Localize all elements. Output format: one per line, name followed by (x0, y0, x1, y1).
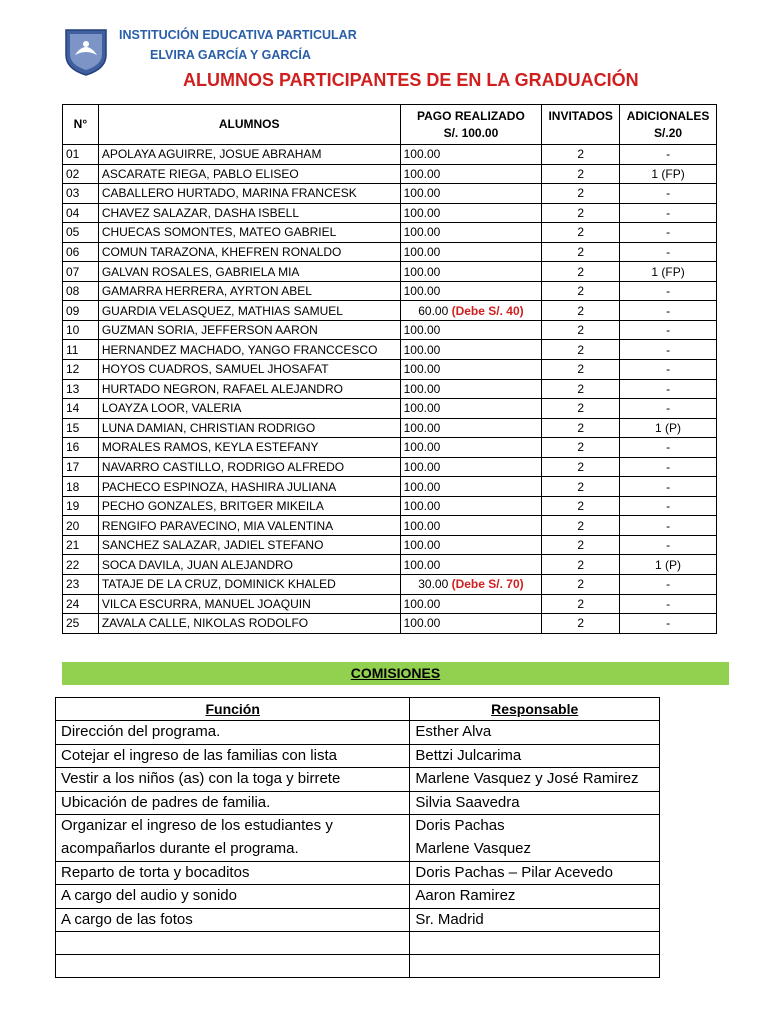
table-row (63, 516, 717, 536)
payment-amount: 100.00 (403, 460, 441, 475)
additional-count: 1 (FP) (620, 164, 717, 184)
table-row (63, 438, 717, 458)
student-number: 08 (63, 281, 99, 301)
payment-amount: 100.00 (403, 323, 441, 338)
additional-count: - (620, 379, 717, 399)
student-name: CHUECAS SOMONTES, MATEO GABRIEL (98, 223, 400, 243)
students-table-body (63, 145, 717, 634)
student-name: LOAYZA LOOR, VALERIA (98, 399, 400, 419)
student-number: 11 (63, 340, 99, 360)
commission-responsible: Sr. Madrid (410, 908, 660, 932)
student-number: 07 (63, 262, 99, 282)
payment-cell (400, 223, 542, 243)
table-row (63, 594, 717, 614)
payment-amount: 100.00 (403, 479, 441, 494)
guests-count: 2 (542, 145, 620, 165)
table-row (63, 477, 717, 497)
commission-responsible: Doris Pachas – Pilar Acevedo (410, 861, 660, 885)
table-row (63, 301, 717, 321)
guests-count: 2 (542, 301, 620, 321)
commission-function: Cotejar el ingreso de las familias con lista (56, 744, 410, 768)
student-number: 25 (63, 614, 99, 634)
table-row (63, 555, 717, 575)
table-row (56, 721, 660, 745)
student-name: RENGIFO PARAVECINO, MIA VALENTINA (98, 516, 400, 536)
payment-amount: 100.00 (403, 420, 441, 435)
table-row (56, 932, 660, 955)
additional-count: 1 (P) (620, 418, 717, 438)
payment-cell (400, 496, 542, 516)
header-responsible: Responsable (410, 698, 660, 721)
table-row (63, 496, 717, 516)
commission-function: A cargo del audio y sonido (56, 885, 410, 909)
header-students: ALUMNOS (98, 105, 400, 145)
table-row (56, 768, 660, 792)
payment-amount: 100.00 (403, 596, 441, 611)
commission-function (56, 932, 410, 955)
table-row (63, 399, 717, 419)
guests-count: 2 (542, 340, 620, 360)
guests-count: 2 (542, 223, 620, 243)
payment-cell (400, 320, 542, 340)
additional-count: 1 (FP) (620, 262, 717, 282)
guests-count: 2 (542, 242, 620, 262)
student-name: GUARDIA VELASQUEZ, MATHIAS SAMUEL (98, 301, 400, 321)
student-name: TATAJE DE LA CRUZ, DOMINICK KHALED (98, 575, 400, 595)
payment-cell (400, 594, 542, 614)
guests-count: 2 (542, 457, 620, 477)
guests-count: 2 (542, 438, 620, 458)
student-number: 01 (63, 145, 99, 165)
table-row (63, 418, 717, 438)
payment-amount: 100.00 (403, 225, 441, 240)
header-payment-line1: PAGO REALIZADO (417, 108, 525, 123)
additional-count: - (620, 535, 717, 555)
payment-amount: 100.00 (403, 557, 441, 572)
table-row (56, 885, 660, 909)
payment-cell (400, 203, 542, 223)
student-number: 17 (63, 457, 99, 477)
student-name: CHAVEZ SALAZAR, DASHA ISBELL (98, 203, 400, 223)
guests-count: 2 (542, 496, 620, 516)
table-row (63, 575, 717, 595)
student-name: NAVARRO CASTILLO, RODRIGO ALFREDO (98, 457, 400, 477)
payment-amount: 100.00 (403, 381, 441, 396)
student-name: ASCARATE RIEGA, PABLO ELISEO (98, 164, 400, 184)
student-number: 19 (63, 496, 99, 516)
payment-cell (400, 379, 542, 399)
header-number: N° (63, 105, 99, 145)
student-number: 22 (63, 555, 99, 575)
student-name: CABALLERO HURTADO, MARINA FRANCESK (98, 184, 400, 204)
students-table-header (63, 105, 717, 145)
institution-name-line2: ELVIRA GARCÍA Y GARCÍA (150, 48, 311, 62)
guests-count: 2 (542, 555, 620, 575)
table-row (63, 145, 717, 165)
additional-count: - (620, 614, 717, 634)
commission-function: Reparto de torta y bocaditos (56, 861, 410, 885)
guests-count: 2 (542, 262, 620, 282)
guests-count: 2 (542, 516, 620, 536)
header-additional-line1: ADICIONALES (626, 108, 710, 123)
student-number: 10 (63, 320, 99, 340)
commission-responsible: Doris Pachas Marlene Vasquez (410, 815, 660, 861)
table-row (63, 262, 717, 282)
payment-cell (400, 438, 542, 458)
commission-responsible: Silvia Saavedra (410, 791, 660, 815)
table-row (56, 815, 660, 861)
additional-count: - (620, 496, 717, 516)
commission-function: Ubicación de padres de familia. (56, 791, 410, 815)
payment-cell (400, 614, 542, 634)
additional-count: - (620, 320, 717, 340)
table-row (63, 164, 717, 184)
payment-cell (400, 477, 542, 497)
additional-count: - (620, 457, 717, 477)
payment-amount: 30.00 (418, 577, 449, 592)
guests-count: 2 (542, 594, 620, 614)
additional-count: - (620, 575, 717, 595)
payment-cell (400, 301, 542, 321)
payment-cell (400, 281, 542, 301)
document-title: ALUMNOS PARTICIPANTES DE EN LA GRADUACIÓN (183, 70, 639, 90)
student-name: MORALES RAMOS, KEYLA ESTEFANY (98, 438, 400, 458)
payment-cell (400, 340, 542, 360)
commission-function: Dirección del programa. (56, 721, 410, 745)
payment-cell (400, 575, 542, 595)
header-payment (400, 105, 542, 145)
guests-count: 2 (542, 320, 620, 340)
table-row (63, 281, 717, 301)
student-number: 16 (63, 438, 99, 458)
header-guests: INVITADOS (542, 105, 620, 145)
payment-amount: 100.00 (403, 518, 441, 533)
table-row (63, 184, 717, 204)
payment-amount: 100.00 (403, 166, 441, 181)
student-number: 20 (63, 516, 99, 536)
table-row (63, 203, 717, 223)
student-number: 05 (63, 223, 99, 243)
guests-count: 2 (542, 477, 620, 497)
payment-amount: 100.00 (403, 186, 441, 201)
guests-count: 2 (542, 399, 620, 419)
additional-count: - (620, 340, 717, 360)
additional-count: - (620, 360, 717, 380)
student-number: 13 (63, 379, 99, 399)
payment-amount: 100.00 (403, 342, 441, 357)
commission-responsible (410, 932, 660, 955)
table-row (63, 535, 717, 555)
student-number: 23 (63, 575, 99, 595)
commission-responsible: Bettzi Julcarima (410, 744, 660, 768)
guests-count: 2 (542, 575, 620, 595)
table-row (63, 360, 717, 380)
table-row (56, 908, 660, 932)
guests-count: 2 (542, 418, 620, 438)
guests-count: 2 (542, 164, 620, 184)
student-name: GAMARRA HERRERA, AYRTON ABEL (98, 281, 400, 301)
guests-count: 2 (542, 203, 620, 223)
additional-count: - (620, 301, 717, 321)
table-row (63, 340, 717, 360)
guests-count: 2 (542, 281, 620, 301)
additional-count: - (620, 594, 717, 614)
student-number: 03 (63, 184, 99, 204)
guests-count: 2 (542, 614, 620, 634)
student-name: APOLAYA AGUIRRE, JOSUE ABRAHAM (98, 145, 400, 165)
student-number: 24 (63, 594, 99, 614)
table-row (63, 242, 717, 262)
payment-amount: 100.00 (403, 499, 441, 514)
commissions-table (55, 697, 660, 978)
table-row (56, 955, 660, 978)
commissions-table-body (56, 721, 660, 978)
payment-amount: 100.00 (403, 205, 441, 220)
additional-count: - (620, 516, 717, 536)
payment-cell (400, 242, 542, 262)
payment-amount: 100.00 (403, 264, 441, 279)
student-number: 02 (63, 164, 99, 184)
additional-count: - (620, 242, 717, 262)
student-number: 15 (63, 418, 99, 438)
debt-note: (Debe S/. 70) (451, 577, 524, 592)
payment-amount: 100.00 (403, 284, 441, 299)
commission-function (56, 955, 410, 978)
student-name: GUZMAN SORIA, JEFFERSON AARON (98, 320, 400, 340)
payment-cell (400, 535, 542, 555)
students-table (62, 104, 717, 634)
student-name: COMUN TARAZONA, KHEFREN RONALDO (98, 242, 400, 262)
header-payment-line2: S/. 100.00 (443, 125, 499, 140)
commission-responsible (410, 955, 660, 978)
additional-count: - (620, 477, 717, 497)
table-row (63, 457, 717, 477)
payment-cell (400, 399, 542, 419)
student-name: GALVAN ROSALES, GABRIELA MIA (98, 262, 400, 282)
payment-cell (400, 145, 542, 165)
student-name: HERNANDEZ MACHADO, YANGO FRANCCESCO (98, 340, 400, 360)
school-crest-logo (62, 27, 110, 77)
institution-name-line1: INSTITUCIÓN EDUCATIVA PARTICULAR (119, 28, 357, 42)
payment-amount: 60.00 (418, 303, 449, 318)
student-number: 12 (63, 360, 99, 380)
student-number: 21 (63, 535, 99, 555)
table-row (63, 379, 717, 399)
additional-count: 1 (P) (620, 555, 717, 575)
payment-cell (400, 457, 542, 477)
payment-amount: 100.00 (403, 440, 441, 455)
student-name: ZAVALA CALLE, NIKOLAS RODOLFO (98, 614, 400, 634)
student-name: PACHECO ESPINOZA, HASHIRA JULIANA (98, 477, 400, 497)
additional-count: - (620, 399, 717, 419)
payment-cell (400, 262, 542, 282)
guests-count: 2 (542, 379, 620, 399)
commission-function: A cargo de las fotos (56, 908, 410, 932)
comisiones-heading: COMISIONES (62, 662, 729, 685)
payment-amount: 100.00 (403, 245, 441, 259)
additional-count: - (620, 184, 717, 204)
header-additional-line2: S/.20 (654, 125, 683, 140)
table-row (63, 223, 717, 243)
payment-cell (400, 184, 542, 204)
payment-cell (400, 418, 542, 438)
student-name: PECHO GONZALES, BRITGER MIKEILA (98, 496, 400, 516)
commission-function: Organizar el ingreso de los estudiantes y acompañarlos durante el programa. (56, 815, 410, 861)
payment-amount: 100.00 (403, 538, 441, 553)
payment-cell (400, 360, 542, 380)
payment-cell (400, 555, 542, 575)
student-name: HURTADO NEGRON, RAFAEL ALEJANDRO (98, 379, 400, 399)
student-number: 06 (63, 242, 99, 262)
student-name: LUNA DAMIAN, CHRISTIAN RODRIGO (98, 418, 400, 438)
student-name: SANCHEZ SALAZAR, JADIEL STEFANO (98, 535, 400, 555)
student-number: 09 (63, 301, 99, 321)
student-name: SOCA DAVILA, JUAN ALEJANDRO (98, 555, 400, 575)
table-row (56, 791, 660, 815)
payment-cell (400, 164, 542, 184)
additional-count: - (620, 145, 717, 165)
table-row (63, 320, 717, 340)
commission-function: Vestir a los niños (as) con la toga y birrete (56, 768, 410, 792)
payment-amount: 100.00 (403, 401, 441, 416)
additional-count: - (620, 281, 717, 301)
header-function: Función (56, 698, 410, 721)
student-name: HOYOS CUADROS, SAMUEL JHOSAFAT (98, 360, 400, 380)
commissions-table-header (56, 698, 660, 721)
guests-count: 2 (542, 535, 620, 555)
table-row (56, 861, 660, 885)
debt-note: (Debe S/. 40) (451, 303, 524, 318)
student-number: 18 (63, 477, 99, 497)
header-additional (620, 105, 717, 145)
commission-responsible: Marlene Vasquez y José Ramirez (410, 768, 660, 792)
student-number: 04 (63, 203, 99, 223)
student-number: 14 (63, 399, 99, 419)
payment-amount: 100.00 (403, 616, 441, 631)
student-name: VILCA ESCURRA, MANUEL JOAQUIN (98, 594, 400, 614)
additional-count: - (620, 223, 717, 243)
table-row (63, 614, 717, 634)
payment-amount: 100.00 (403, 362, 441, 377)
payment-amount: 100.00 (403, 147, 441, 162)
commission-responsible: Aaron Ramirez (410, 885, 660, 909)
guests-count: 2 (542, 184, 620, 204)
additional-count: - (620, 438, 717, 458)
guests-count: 2 (542, 360, 620, 380)
table-row (56, 744, 660, 768)
commission-responsible: Esther Alva (410, 721, 660, 745)
additional-count: - (620, 203, 717, 223)
payment-cell (400, 516, 542, 536)
